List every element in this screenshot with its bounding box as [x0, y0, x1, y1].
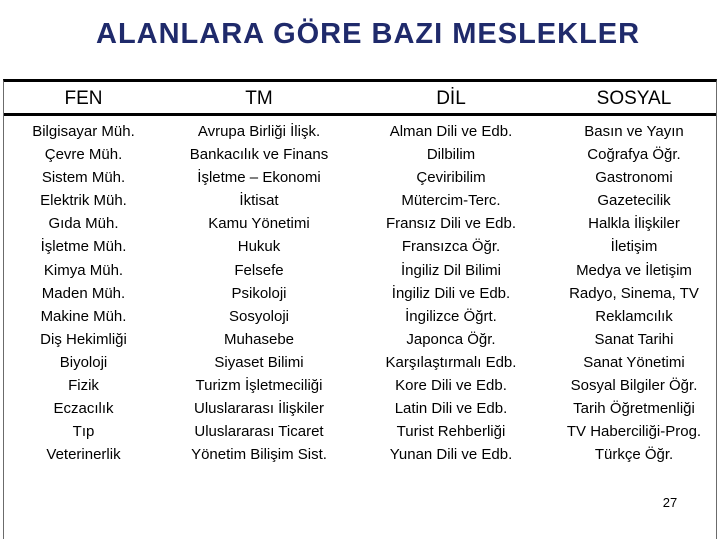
profession-item: Turizm İşletmeciliği — [195, 377, 323, 395]
profession-item: İşletme Müh. — [40, 238, 127, 256]
profession-item: Avrupa Birliği İlişk. — [197, 123, 321, 140]
profession-item: İngiliz Dil Bilimi — [400, 261, 501, 279]
column-header-fen: FEN — [64, 88, 103, 109]
table-header-row — [4, 82, 716, 116]
profession-item: Tarih Öğretmenliği — [573, 400, 695, 418]
profession-item: Elektrik Müh. — [40, 192, 127, 210]
profession-item: Türkçe Öğr. — [594, 446, 674, 464]
profession-item: Reklamcılık — [595, 307, 673, 325]
profession-item: Fransız Dili ve Edb. — [385, 215, 517, 233]
profession-item: Basın ve Yayın — [584, 123, 684, 140]
profession-item: Hukuk — [237, 238, 281, 256]
profession-item: İşletme – Ekonomi — [197, 169, 321, 187]
profession-item: Halkla İlişkiler — [588, 215, 680, 233]
profession-item: Gastronomi — [595, 169, 673, 187]
profession-item: İletişim — [610, 238, 658, 256]
profession-item: Yönetim Bilişim Sist. — [191, 446, 327, 464]
profession-item: Psikoloji — [231, 284, 287, 302]
column-header-dil: DİL — [436, 88, 466, 109]
profession-item: Fransızca Öğr. — [401, 238, 501, 256]
page-number: 27 — [662, 495, 678, 510]
slide-title: ALANLARA GÖRE BAZI MESLEKLER — [96, 18, 641, 50]
profession-item: İngilizce Öğrt. — [405, 307, 497, 325]
professions-table — [3, 79, 717, 539]
column-list-dil — [366, 120, 536, 466]
profession-item: Fizik — [68, 377, 99, 395]
profession-item: Tıp — [72, 423, 95, 441]
profession-item: Uluslararası Ticaret — [194, 423, 324, 441]
profession-item: Radyo, Sinema, TV — [569, 284, 699, 302]
profession-item: Gazetecilik — [597, 192, 671, 210]
profession-item: Kamu Yönetimi — [208, 215, 310, 233]
profession-item: İktisat — [239, 192, 279, 210]
profession-item: Eczacılık — [53, 400, 114, 418]
profession-item: Uluslararası İlişkiler — [193, 400, 325, 418]
profession-item: Felsefe — [234, 261, 284, 279]
profession-item: Latin Dili ve Edb. — [394, 400, 508, 418]
profession-item: Sanat Tarihi — [594, 330, 674, 348]
column-list-fen — [6, 120, 161, 466]
profession-item: Dilbilim — [426, 146, 476, 164]
profession-item: Sanat Yönetimi — [583, 353, 685, 371]
profession-item: Medya ve İletişim — [576, 261, 692, 279]
column-header-sosyal: SOSYAL — [596, 88, 672, 109]
profession-item: TV Haberciliği-Prog. — [566, 423, 702, 441]
column-list-sosyal — [549, 120, 719, 466]
profession-item: Coğrafya Öğr. — [587, 146, 681, 164]
profession-item: Çevre Müh. — [44, 146, 123, 164]
profession-item: Sistem Müh. — [41, 169, 126, 187]
profession-item: Bankacılık ve Finans — [189, 146, 329, 164]
profession-item: Alman Dili ve Edb. — [389, 123, 513, 140]
profession-item: Veterinerlik — [46, 446, 121, 464]
profession-item: Muhasebe — [223, 330, 295, 348]
profession-item: Gıda Müh. — [48, 215, 119, 233]
profession-item: Turist Rehberliği — [396, 423, 506, 441]
profession-item: Sosyal Bilgiler Öğr. — [570, 377, 698, 395]
profession-item: Çeviribilim — [416, 169, 486, 187]
profession-item: Diş Hekimliği — [40, 330, 127, 348]
profession-item: Kore Dili ve Edb. — [395, 377, 507, 395]
profession-item: Bilgisayar Müh. — [32, 123, 135, 140]
profession-item: Japonca Öğr. — [406, 330, 496, 348]
profession-item: Sosyoloji — [228, 307, 290, 325]
column-list-tm — [174, 120, 344, 466]
profession-item: Makine Müh. — [40, 307, 127, 325]
column-header-tm: TM — [245, 88, 273, 109]
profession-item: Yunan Dili ve Edb. — [389, 446, 513, 464]
profession-item: Siyaset Bilimi — [214, 353, 304, 371]
profession-item: İngiliz Dili ve Edb. — [391, 284, 511, 302]
profession-item: Maden Müh. — [41, 284, 126, 302]
profession-item: Mütercim-Terc. — [401, 192, 501, 210]
profession-item: Kimya Müh. — [43, 261, 124, 279]
profession-item: Karşılaştırmalı Edb. — [385, 353, 517, 371]
profession-item: Biyoloji — [59, 353, 108, 371]
